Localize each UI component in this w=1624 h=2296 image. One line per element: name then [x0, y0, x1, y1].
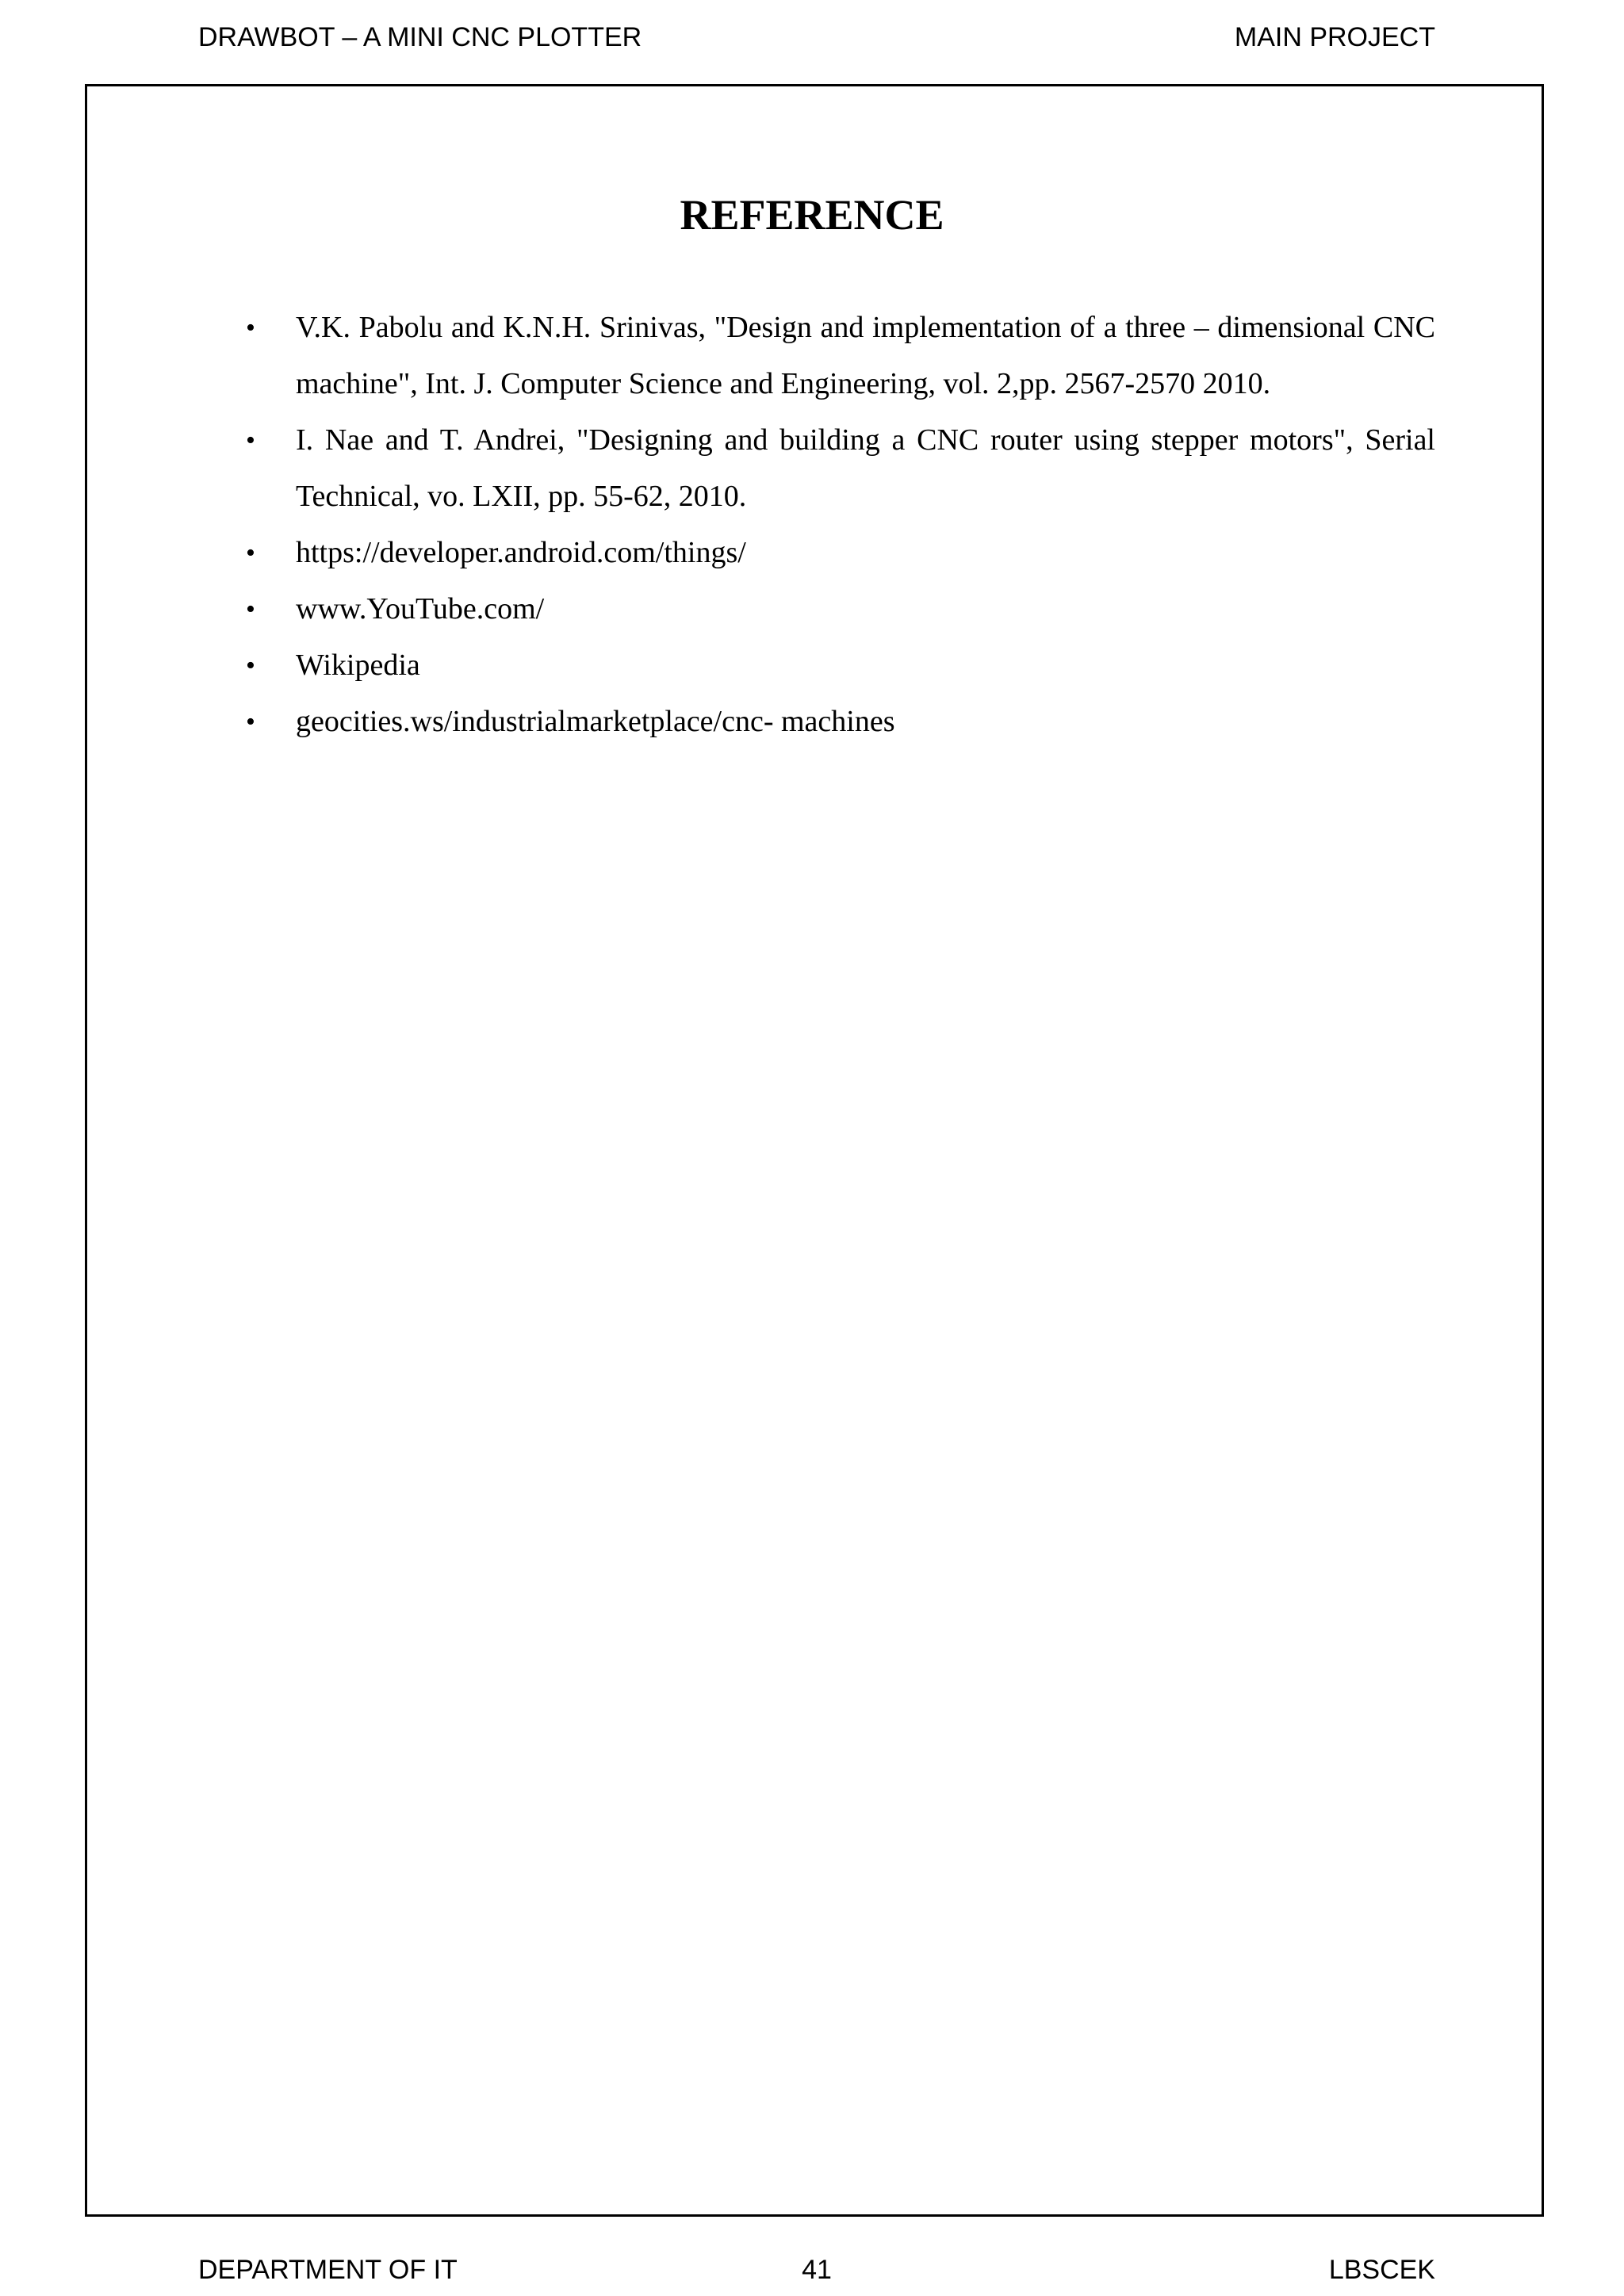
reference-text: geocities.ws/industrialmarketplace/cnc- machines: [296, 705, 895, 738]
header-section-label: MAIN PROJECT: [1234, 21, 1435, 52]
bullet-icon: •: [246, 707, 255, 737]
page-number: 41: [802, 2254, 832, 2285]
list-item: [246, 300, 1435, 412]
list-item: [246, 412, 1435, 525]
list-item: [246, 637, 1435, 694]
list-item: [246, 581, 1435, 637]
bullet-icon: •: [246, 538, 255, 568]
bullet-icon: •: [246, 313, 255, 342]
header-document-title: DRAWBOT – A MINI CNC PLOTTER: [198, 21, 642, 52]
reference-list: [246, 300, 1435, 750]
reference-text: V.K. Pabolu and K.N.H. Srinivas, "Design and implementation of a three – dimensional CNC machine", Int. J. Computer Science and Engineering, vol. 2,pp. 2567-2570 2010.: [296, 311, 1435, 400]
running-header: [198, 17, 1435, 57]
footer-department: DEPARTMENT OF IT: [198, 2254, 458, 2285]
list-item: [246, 694, 1435, 750]
reference-text: I. Nae and T. Andrei, "Designing and building a CNC router using stepper motors", Serial Technical, vo. LXII, pp. 55-62, 2010.: [296, 423, 1435, 513]
bullet-icon: •: [246, 595, 255, 624]
reference-text: https://developer.android.com/things/: [296, 536, 746, 569]
reference-text: Wikipedia: [296, 649, 420, 682]
running-footer: [198, 2250, 1435, 2290]
bullet-icon: •: [246, 426, 255, 455]
bullet-icon: •: [246, 651, 255, 680]
page-title: REFERENCE: [680, 191, 944, 239]
list-item: [246, 525, 1435, 581]
reference-text: www.YouTube.com/: [296, 592, 545, 626]
footer-institution: LBSCEK: [1328, 2254, 1435, 2285]
